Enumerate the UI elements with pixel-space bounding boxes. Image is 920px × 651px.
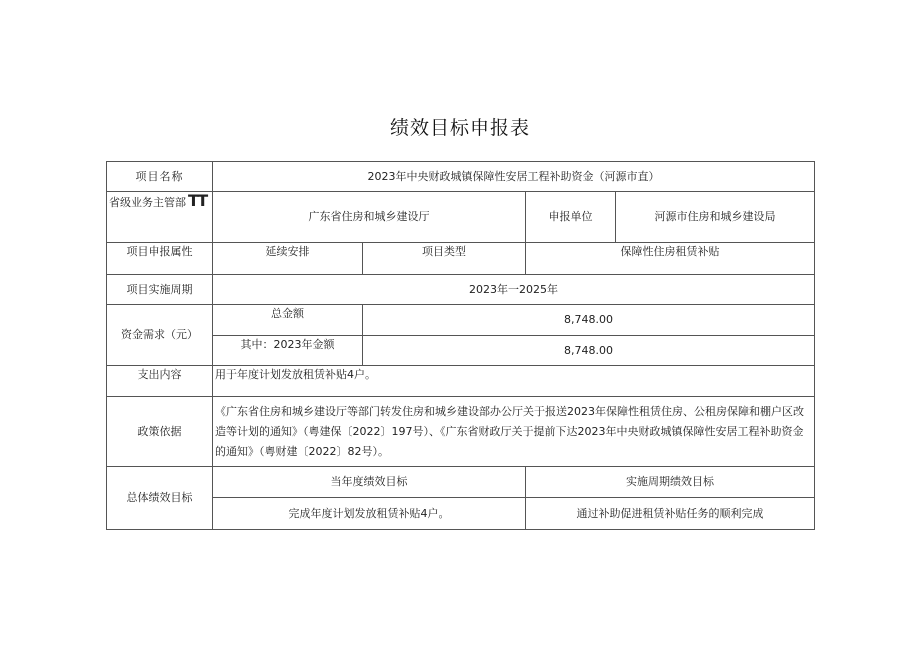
total-value: 8,748.00 — [363, 305, 815, 336]
row-attributes — [107, 243, 815, 275]
goal-label: 总体绩效目标 — [107, 467, 213, 530]
type-label: 项目类型 — [363, 243, 526, 275]
type-value: 保障性住房租赁补贴 — [526, 243, 815, 275]
row-goal-headers — [107, 467, 815, 498]
row-year-amount — [107, 336, 815, 366]
performance-goal-table — [106, 161, 815, 530]
unit-label: 申报单位 — [526, 192, 616, 243]
dept-label: 省级业务主管部 — [109, 196, 186, 209]
policy-label: 政策依据 — [107, 397, 213, 467]
project-name-label: 项目名称 — [107, 162, 213, 192]
period-value: 2023年一2025年 — [213, 275, 815, 305]
row-project-name — [107, 162, 815, 192]
goal-period-value: 通过补助促进租赁补贴任务的顺利完成 — [526, 498, 815, 530]
fund-label: 资金需求（元） — [107, 305, 213, 366]
project-name-value: 2023年中央财政城镇保障性安居工程补助资金（河源市直） — [213, 162, 815, 192]
row-goal-values — [107, 498, 815, 530]
row-period — [107, 275, 815, 305]
row-content — [107, 366, 815, 397]
dept-label-cell — [107, 192, 213, 243]
content-value: 用于年度计划发放租赁补贴4户。 — [213, 366, 815, 397]
year-label: 其中：2023年金额 — [213, 336, 363, 366]
row-policy — [107, 397, 815, 467]
dept-mark: TT — [188, 191, 207, 210]
goal-year-value: 完成年度计划发放租赁补贴4户。 — [213, 498, 526, 530]
goal-year-header: 当年度绩效目标 — [213, 467, 526, 498]
year-value: 8,748.00 — [363, 336, 815, 366]
attr-label: 项目申报属性 — [107, 243, 213, 275]
page-title: 绩效目标申报表 — [389, 117, 530, 139]
row-department — [107, 192, 815, 243]
period-label: 项目实施周期 — [107, 275, 213, 305]
content-label: 支出内容 — [107, 366, 213, 397]
attr-value: 延续安排 — [213, 243, 363, 275]
row-total-amount — [107, 305, 815, 336]
goal-period-header: 实施周期绩效目标 — [526, 467, 815, 498]
policy-value: 《广东省住房和城乡建设厅等部门转发住房和城乡建设部办公厅关于报送2023年保障性租赁住房、公租房保障和棚户区改造等计划的通知》（粤建保〔2022〕197号）、《广东省财政厅关于提前下达2023年中央财政城镇保障性安居工程补助资金的通知》（粤财建〔2022〕82号）。 — [213, 397, 815, 467]
total-label: 总金额 — [213, 305, 363, 336]
unit-value: 河源市住房和城乡建设局 — [616, 192, 815, 243]
dept-value: 广东省住房和城乡建设厅 — [213, 192, 526, 243]
